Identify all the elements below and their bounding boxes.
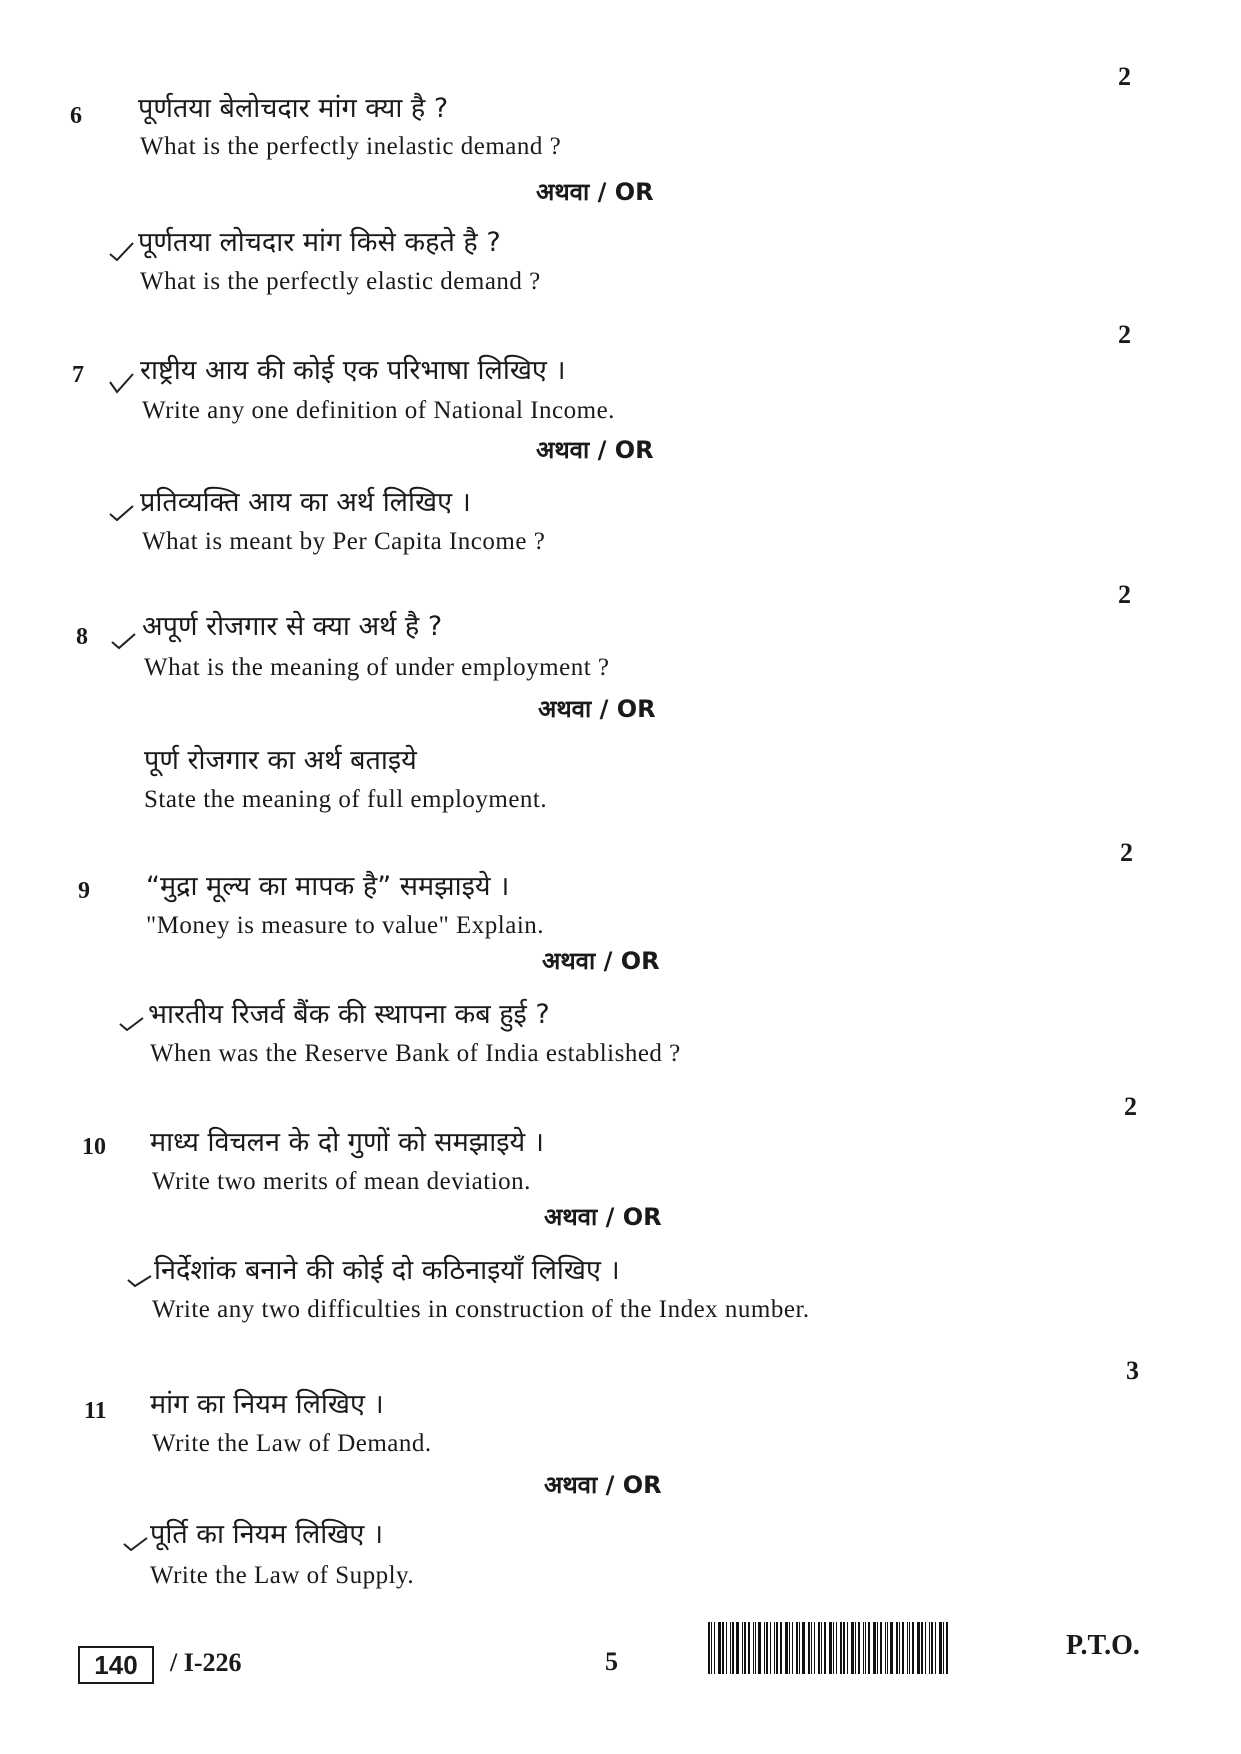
question-number: 8	[76, 624, 88, 650]
check-mark-icon	[110, 628, 136, 650]
alternative-hindi: पूर्णतया लोचदार मांग किसे कहते है ?	[138, 227, 501, 258]
barcode-bar	[840, 1622, 842, 1674]
alternative-hindi: पूर्ति का नियम लिखिए ।	[150, 1519, 384, 1550]
barcode-bar	[714, 1622, 715, 1674]
question-english: Write two merits of mean deviation.	[152, 1168, 531, 1195]
barcode-bar	[887, 1622, 888, 1674]
barcode-bar	[847, 1622, 848, 1674]
or-label: अथवा / OR	[536, 178, 654, 206]
barcode-bar	[843, 1622, 845, 1674]
check-mark-icon	[108, 240, 134, 262]
barcode-bar	[833, 1622, 834, 1674]
barcode-bar	[902, 1622, 904, 1674]
barcode-bar	[858, 1622, 860, 1674]
barcode-bar	[799, 1622, 800, 1674]
barcode-bar	[764, 1622, 765, 1674]
barcode-bar	[708, 1622, 710, 1674]
barcode-bar	[770, 1622, 771, 1674]
marks: 2	[1118, 62, 1131, 91]
or-label: अथवा / OR	[542, 947, 660, 975]
barcode-bar	[851, 1622, 854, 1674]
alternative-english: Write any two difficulties in construction of the Index number.	[152, 1296, 810, 1323]
barcode-bar	[890, 1622, 893, 1674]
barcode-bar	[730, 1622, 731, 1674]
barcode-bar	[818, 1622, 820, 1674]
question-hindi: माध्य विचलन के दो गुणों को समझाइये ।	[150, 1127, 544, 1158]
marks: 2	[1118, 320, 1131, 349]
barcode-bar	[780, 1622, 782, 1674]
barcode-bar	[880, 1622, 882, 1674]
barcode-bar	[821, 1622, 822, 1674]
or-label: अथवा / OR	[536, 436, 654, 464]
alternative-english: When was the Reserve Bank of India established ?	[150, 1040, 681, 1067]
barcode-bar	[718, 1622, 721, 1674]
barcode-bar	[943, 1622, 944, 1674]
question-hindi: पूर्णतया बेलोचदार मांग क्या है ?	[138, 93, 449, 124]
marks: 2	[1124, 1092, 1137, 1121]
question-number: 6	[70, 103, 82, 129]
paper-code: / I-226	[170, 1648, 242, 1677]
barcode-bar	[758, 1622, 761, 1674]
barcode-bar	[722, 1622, 724, 1674]
alternative-english: What is meant by Per Capita Income ?	[142, 528, 546, 555]
alternative-english: What is the perfectly elastic demand ?	[140, 268, 541, 295]
marks: 3	[1126, 1356, 1139, 1385]
barcode-bar	[873, 1622, 876, 1674]
barcode-bar	[907, 1622, 908, 1674]
paper-code-box: 140	[78, 1646, 154, 1684]
barcode-bar	[829, 1622, 832, 1674]
barcode-bar	[899, 1622, 900, 1674]
question-english: What is the meaning of under employment ?	[144, 654, 610, 681]
barcode-bar	[877, 1622, 878, 1674]
barcode-bar	[755, 1622, 756, 1674]
question-english: What is the perfectly inelastic demand ?	[140, 133, 562, 160]
barcode-bar	[931, 1622, 933, 1674]
alternative-hindi: निर्देशांक बनाने की कोई दो कठिनाइयाँ लिखिए ।	[154, 1255, 620, 1286]
alternative-hindi: भारतीय रिजर्व बैंक की स्थापना कब हुई ?	[148, 999, 550, 1030]
barcode-bar	[802, 1622, 805, 1674]
barcode-bar	[789, 1622, 790, 1674]
question-english: "Money is measure to value" Explain.	[146, 912, 545, 939]
barcode-bar	[946, 1622, 948, 1674]
check-mark-icon	[126, 1266, 152, 1288]
barcode-bar	[742, 1622, 743, 1674]
barcode-bar	[836, 1622, 837, 1674]
question-english: Write any one definition of National Income.	[142, 397, 615, 424]
check-mark-icon	[108, 372, 134, 394]
question-number: 7	[72, 362, 84, 388]
barcode-bar	[935, 1622, 936, 1674]
barcode-bar	[921, 1622, 923, 1674]
barcode-bar	[785, 1622, 788, 1674]
barcode-bar	[868, 1622, 870, 1674]
barcode-bar	[774, 1622, 775, 1674]
barcode-bar	[726, 1622, 727, 1674]
barcode-bar	[736, 1622, 739, 1674]
barcode-bar	[896, 1622, 898, 1674]
barcode-bar	[925, 1622, 926, 1674]
barcode-bar	[732, 1622, 734, 1674]
barcode-bar	[744, 1622, 746, 1674]
barcode-bar	[917, 1622, 920, 1674]
or-label: अथवा / OR	[544, 1203, 662, 1231]
barcode-bar	[711, 1622, 712, 1674]
question-number: 10	[82, 1134, 106, 1160]
marks: 2	[1118, 580, 1131, 609]
alternative-english: Write the Law of Supply.	[150, 1562, 415, 1589]
barcode	[708, 1622, 1054, 1674]
question-hindi: अपूर्ण रोजगार से क्या अर्थ है ?	[142, 611, 443, 642]
barcode-bar	[753, 1622, 754, 1674]
barcode-bar	[748, 1622, 750, 1674]
barcode-bar	[808, 1622, 810, 1674]
barcode-bar	[912, 1622, 914, 1674]
or-label: अथवा / OR	[538, 695, 656, 723]
or-label: अथवा / OR	[544, 1471, 662, 1499]
check-mark-icon	[108, 500, 134, 522]
barcode-bar	[824, 1622, 826, 1674]
question-number: 9	[78, 878, 90, 904]
barcode-bar	[766, 1622, 768, 1674]
check-mark-icon	[122, 1530, 148, 1552]
question-hindi: राष्ट्रीय आय की कोई एक परिभाषा लिखिए ।	[140, 355, 566, 386]
barcode-bar	[929, 1622, 930, 1674]
barcode-bar	[909, 1622, 910, 1674]
alternative-hindi: प्रतिव्यक्ति आय का अर्थ लिखिए ।	[140, 487, 471, 518]
barcode-bar	[792, 1622, 793, 1674]
page-number: 5	[605, 1647, 618, 1676]
question-number: 11	[84, 1398, 107, 1424]
question-hindi: मांग का नियम लिखिए ।	[150, 1389, 384, 1420]
barcode-bar	[814, 1622, 815, 1674]
question-hindi: “मुद्रा मूल्य का मापक है” समझाइये ।	[146, 871, 510, 902]
pto-label: P.T.O.	[1066, 1630, 1140, 1661]
alternative-hindi: पूर्ण रोजगार का अर्थ बताइये	[144, 745, 417, 776]
check-mark-icon	[118, 1010, 144, 1032]
alternative-english: State the meaning of full employment.	[144, 786, 548, 813]
barcode-bar	[776, 1622, 778, 1674]
question-english: Write the Law of Demand.	[152, 1430, 432, 1457]
marks: 2	[1120, 838, 1133, 867]
barcode-bar	[939, 1622, 942, 1674]
barcode-bar	[885, 1622, 886, 1674]
barcode-bar	[811, 1622, 812, 1674]
barcode-bar	[855, 1622, 856, 1674]
barcode-bar	[796, 1622, 798, 1674]
barcode-bar	[865, 1622, 866, 1674]
barcode-bar	[863, 1622, 864, 1674]
